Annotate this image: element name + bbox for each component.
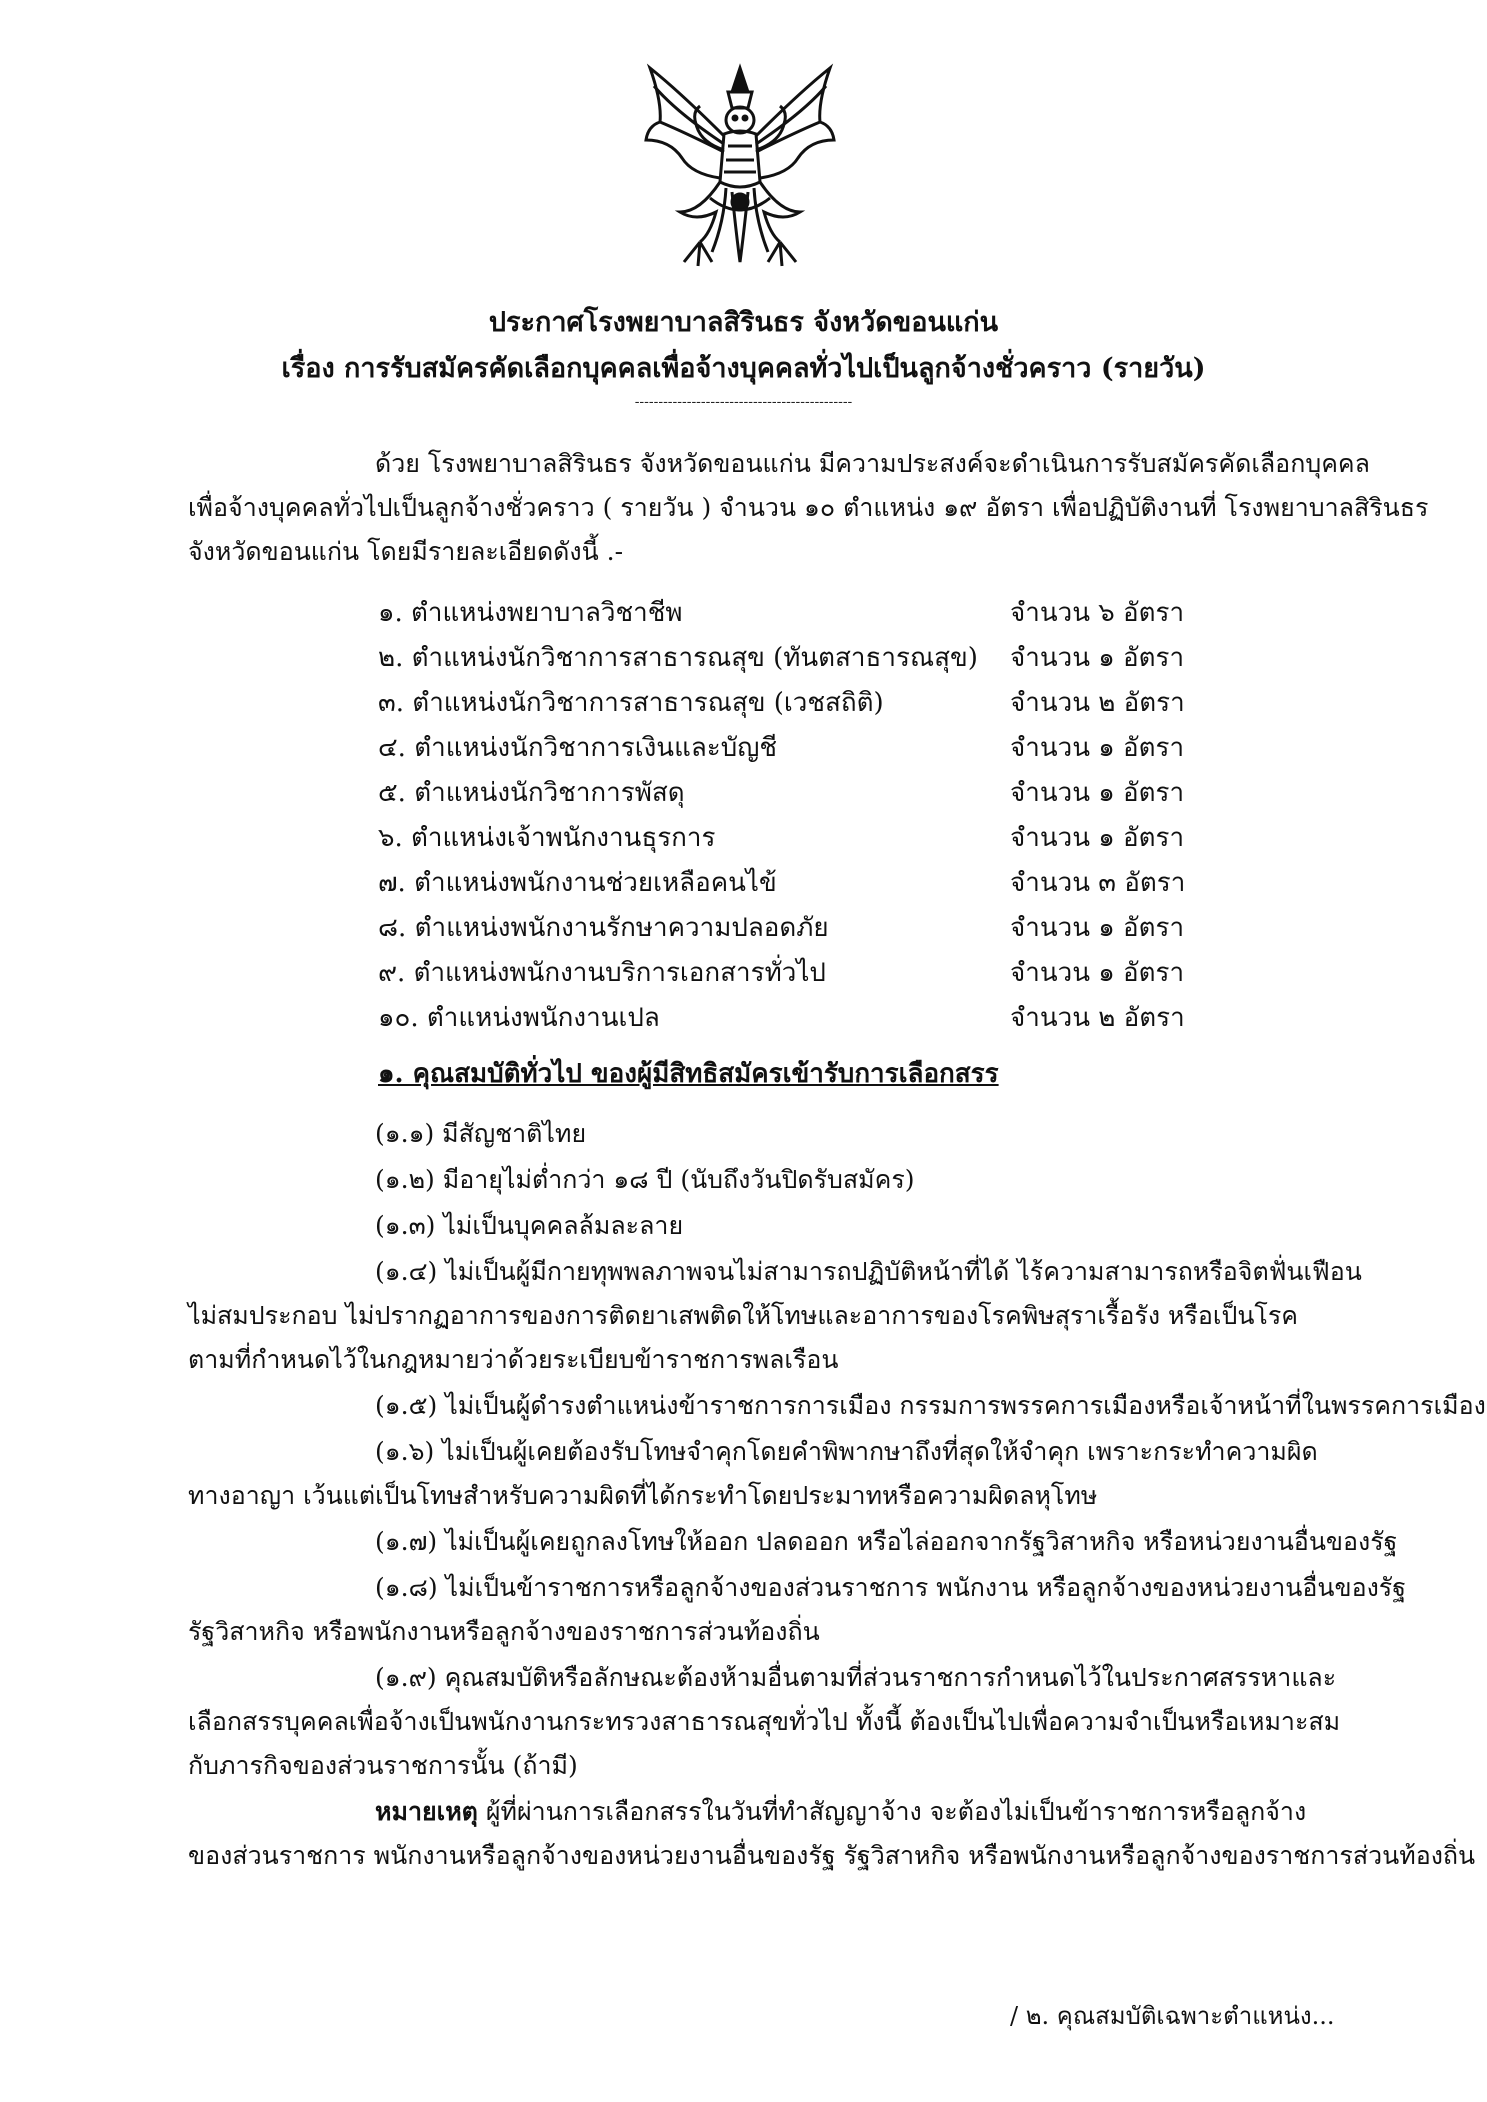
position-count: จำนวน ๒ อัตรา [1010, 688, 1185, 718]
position-name: ๙. ตำแหน่งพนักงานบริการเอกสารทั่วไป [378, 958, 826, 988]
note-paragraph [375, 1792, 1306, 1832]
position-name: ๖. ตำแหน่งเจ้าพนักงานธุรการ [378, 823, 716, 853]
position-count: จำนวน ๒ อัตรา [1010, 1003, 1185, 1033]
qualification-item: กับภารกิจของส่วนราชการนั้น (ถ้ามี) [188, 1751, 578, 1780]
page-continuation: / ๒. คุณสมบัติเฉพาะตำแหน่ง... [1010, 2002, 1335, 2030]
qualification-item: (๑.๔) ไม่เป็นผู้มีกายทุพพลภาพจนไม่สามารถปฏิบัติหน้าที่ได้ ไร้ความสามารถหรือจิตฟั่นเฟือน [375, 1257, 1362, 1286]
note-label: หมายเหตุ [375, 1797, 478, 1826]
qualification-item: รัฐวิสาหกิจ หรือพนักงานหรือลูกจ้างของราชการส่วนท้องถิ่น [188, 1617, 820, 1646]
qualification-item: (๑.๕) ไม่เป็นผู้ดำรงตำแหน่งข้าราชการการเมือง กรรมการพรรคการเมืองหรือเจ้าหน้าที่ในพรรคการเมือง [375, 1391, 1486, 1420]
intro-line: เพื่อจ้างบุคคลทั่วไปเป็นลูกจ้างชั่วคราว ( รายวัน ) จำนวน ๑๐ ตำแหน่ง ๑๙ อัตรา เพื่อปฏิบัติงานที่ โรงพยาบาลสิรินธร [188, 493, 1429, 522]
section-1-title: ๑. คุณสมบัติทั่วไป ของผู้มีสิทธิสมัครเข้ารับการเลือกสรร [378, 1059, 999, 1089]
position-name: ๒. ตำแหน่งนักวิชาการสาธารณสุข (ทันตสาธารณสุข) [378, 643, 978, 673]
position-count: จำนวน ๖ อัตรา [1010, 598, 1185, 628]
position-name: ๑๐. ตำแหน่งพนักงานเปล [378, 1003, 660, 1033]
position-name: ๗. ตำแหน่งพนักงานช่วยเหลือคนไข้ [378, 868, 777, 898]
note-paragraph: ของส่วนราชการ พนักงานหรือลูกจ้างของหน่วยงานอื่นของรัฐ รัฐวิสาหกิจ หรือพนักงานหรือลูกจ้างของราชการส่วนท้องถิ่น [188, 1841, 1476, 1870]
intro-line: จังหวัดขอนแก่น โดยมีรายละเอียดดังนี้ .- [188, 537, 624, 566]
position-count: จำนวน ๑ อัตรา [1010, 643, 1185, 673]
qualification-item: ตามที่กำหนดไว้ในกฎหมายว่าด้วยระเบียบข้าราชการพลเรือน [188, 1345, 839, 1374]
announcement-subject: เรื่อง การรับสมัครคัดเลือกบุคคลเพื่อจ้างบุคคลทั่วไปเป็นลูกจ้างชั่วคราว (รายวัน) [281, 353, 1206, 384]
position-count: จำนวน ๑ อัตรา [1010, 823, 1185, 853]
qualification-item: (๑.๓) ไม่เป็นบุคคลล้มละลาย [375, 1211, 684, 1240]
position-name: ๘. ตำแหน่งพนักงานรักษาความปลอดภัย [378, 913, 829, 943]
position-name: ๓. ตำแหน่งนักวิชาการสาธารณสุข (เวชสถิติ) [378, 688, 884, 718]
position-count: จำนวน ๑ อัตรา [1010, 958, 1185, 988]
header-separator: ---------------------------------------------- [634, 394, 853, 410]
position-count: จำนวน ๑ อัตรา [1010, 778, 1185, 808]
note-text: ผู้ที่ผ่านการเลือกสรรในวันที่ทำสัญญาจ้าง จะต้องไม่เป็นข้าราชการหรือลูกจ้าง [477, 1797, 1307, 1826]
garuda-emblem-icon [640, 62, 840, 272]
qualification-item: (๑.๒) มีอายุไม่ต่ำกว่า ๑๘ ปี (นับถึงวันปิดรับสมัคร) [375, 1165, 915, 1194]
position-count: จำนวน ๑ อัตรา [1010, 733, 1185, 763]
position-name: ๕. ตำแหน่งนักวิชาการพัสดุ [378, 778, 685, 808]
qualification-item: (๑.๑) มีสัญชาติไทย [375, 1119, 587, 1148]
position-name: ๔. ตำแหน่งนักวิชาการเงินและบัญชี [378, 733, 778, 763]
qualification-item: เลือกสรรบุคคลเพื่อจ้างเป็นพนักงานกระทรวงสาธารณสุขทั่วไป ทั้งนี้ ต้องเป็นไปเพื่อความจำเป็นหรือเหมาะสม [188, 1707, 1341, 1736]
position-count: จำนวน ๑ อัตรา [1010, 913, 1185, 943]
intro-line: ด้วย โรงพยาบาลสิรินธร จังหวัดขอนแก่น มีความประสงค์จะดำเนินการรับสมัครคัดเลือกบุคคล [375, 449, 1370, 478]
qualification-item: ไม่สมประกอบ ไม่ปรากฏอาการของการติดยาเสพติดให้โทษและอาการของโรคพิษสุราเรื้อรัง หรือเป็นโรค [188, 1301, 1299, 1330]
qualification-item: ทางอาญา เว้นแต่เป็นโทษสำหรับความผิดที่ได้กระทำโดยประมาทหรือความผิดลหุโทษ [188, 1481, 1098, 1510]
announcement-title: ประกาศโรงพยาบาลสิรินธร จังหวัดขอนแก่น [488, 307, 999, 338]
qualification-item: (๑.๘) ไม่เป็นข้าราชการหรือลูกจ้างของส่วนราชการ พนักงาน หรือลูกจ้างของหน่วยงานอื่นของรัฐ [375, 1573, 1407, 1602]
qualification-item: (๑.๖) ไม่เป็นผู้เคยต้องรับโทษจำคุกโดยคำพิพากษาถึงที่สุดให้จำคุก เพราะกระทำความผิด [375, 1437, 1318, 1466]
position-count: จำนวน ๓ อัตรา [1010, 868, 1186, 898]
qualification-item: (๑.๙) คุณสมบัติหรือลักษณะต้องห้ามอื่นตามที่ส่วนราชการกำหนดไว้ในประกาศสรรหาและ [375, 1663, 1337, 1692]
position-name: ๑. ตำแหน่งพยาบาลวิชาชีพ [378, 598, 683, 628]
qualification-item: (๑.๗) ไม่เป็นผู้เคยถูกลงโทษให้ออก ปลดออก หรือไล่ออกจากรัฐวิสาหกิจ หรือหน่วยงานอื่นของรัฐ [375, 1527, 1398, 1556]
